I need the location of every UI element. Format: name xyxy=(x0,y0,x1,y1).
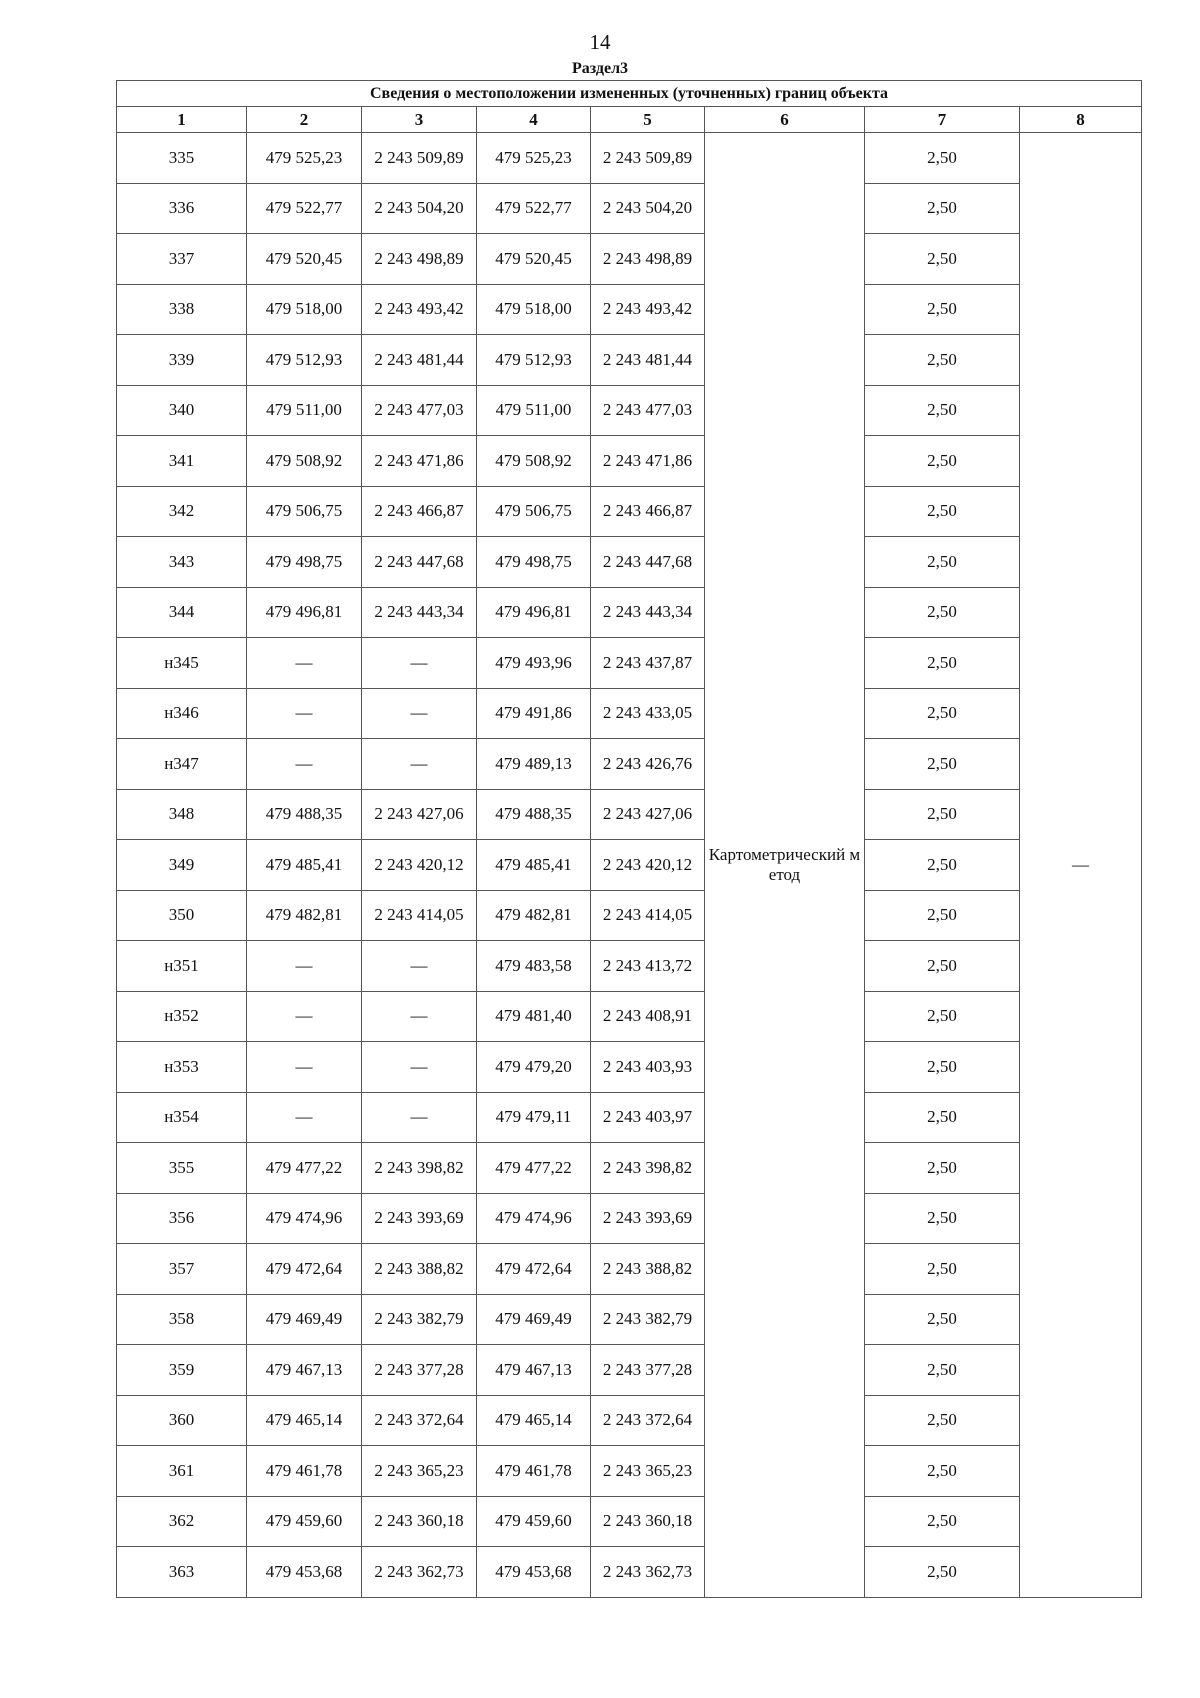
x-existing: — xyxy=(247,941,362,992)
point-id: 340 xyxy=(117,385,247,436)
x-new: 479 508,92 xyxy=(477,436,591,487)
x-new: 479 479,11 xyxy=(477,1092,591,1143)
y-existing: — xyxy=(362,1042,477,1093)
x-existing: 479 474,96 xyxy=(247,1193,362,1244)
point-id: н347 xyxy=(117,739,247,790)
table-row xyxy=(117,890,1142,941)
y-new: 2 243 372,64 xyxy=(591,1395,705,1446)
accuracy: 2,50 xyxy=(865,789,1020,840)
y-new: 2 243 377,28 xyxy=(591,1345,705,1396)
table-row xyxy=(117,335,1142,386)
accuracy: 2,50 xyxy=(865,688,1020,739)
y-existing: — xyxy=(362,688,477,739)
accuracy: 2,50 xyxy=(865,284,1020,335)
accuracy: 2,50 xyxy=(865,1143,1020,1194)
y-existing: 2 243 382,79 xyxy=(362,1294,477,1345)
point-id: н351 xyxy=(117,941,247,992)
point-id: 344 xyxy=(117,587,247,638)
x-new: 479 472,64 xyxy=(477,1244,591,1295)
y-existing: 2 243 372,64 xyxy=(362,1395,477,1446)
table-row xyxy=(117,1547,1142,1598)
y-existing: 2 243 477,03 xyxy=(362,385,477,436)
y-new: 2 243 437,87 xyxy=(591,638,705,689)
x-existing: 479 512,93 xyxy=(247,335,362,386)
point-id: 335 xyxy=(117,133,247,184)
x-existing: 479 522,77 xyxy=(247,183,362,234)
x-existing: 479 469,49 xyxy=(247,1294,362,1345)
table-row xyxy=(117,385,1142,436)
x-new: 479 459,60 xyxy=(477,1496,591,1547)
point-id: н352 xyxy=(117,991,247,1042)
y-new: 2 243 447,68 xyxy=(591,537,705,588)
x-existing: 479 472,64 xyxy=(247,1244,362,1295)
x-new: 479 496,81 xyxy=(477,587,591,638)
x-existing: 479 506,75 xyxy=(247,486,362,537)
column-header-1: 1 xyxy=(117,107,247,133)
y-new: 2 243 466,87 xyxy=(591,486,705,537)
table-row xyxy=(117,941,1142,992)
column-header-3: 3 xyxy=(362,107,477,133)
point-id: н353 xyxy=(117,1042,247,1093)
y-existing: 2 243 427,06 xyxy=(362,789,477,840)
table-row xyxy=(117,486,1142,537)
x-new: 479 518,00 xyxy=(477,284,591,335)
x-new: 479 453,68 xyxy=(477,1547,591,1598)
x-new: 479 488,35 xyxy=(477,789,591,840)
table-row xyxy=(117,284,1142,335)
y-existing: — xyxy=(362,1092,477,1143)
accuracy: 2,50 xyxy=(865,941,1020,992)
x-existing: 479 453,68 xyxy=(247,1547,362,1598)
x-new: 479 483,58 xyxy=(477,941,591,992)
y-new: 2 243 360,18 xyxy=(591,1496,705,1547)
accuracy: 2,50 xyxy=(865,1042,1020,1093)
x-existing: 479 518,00 xyxy=(247,284,362,335)
table-row xyxy=(117,587,1142,638)
x-new: 479 511,00 xyxy=(477,385,591,436)
x-new: 479 479,20 xyxy=(477,1042,591,1093)
y-new: 2 243 365,23 xyxy=(591,1446,705,1497)
table-row xyxy=(117,1294,1142,1345)
y-new: 2 243 388,82 xyxy=(591,1244,705,1295)
x-existing: 479 459,60 xyxy=(247,1496,362,1547)
table-row xyxy=(117,1395,1142,1446)
table-row xyxy=(117,183,1142,234)
x-new: 479 489,13 xyxy=(477,739,591,790)
x-new: 479 481,40 xyxy=(477,991,591,1042)
point-id: 360 xyxy=(117,1395,247,1446)
accuracy: 2,50 xyxy=(865,1446,1020,1497)
accuracy: 2,50 xyxy=(865,436,1020,487)
table-row xyxy=(117,537,1142,588)
table-row xyxy=(117,1143,1142,1194)
accuracy: 2,50 xyxy=(865,587,1020,638)
point-id: 357 xyxy=(117,1244,247,1295)
point-id: 359 xyxy=(117,1345,247,1396)
x-existing: 479 496,81 xyxy=(247,587,362,638)
y-new: 2 243 420,12 xyxy=(591,840,705,891)
y-existing: 2 243 466,87 xyxy=(362,486,477,537)
y-new: 2 243 362,73 xyxy=(591,1547,705,1598)
y-existing: 2 243 509,89 xyxy=(362,133,477,184)
column-header-8: 8 xyxy=(1020,107,1142,133)
y-existing: 2 243 481,44 xyxy=(362,335,477,386)
y-new: 2 243 426,76 xyxy=(591,739,705,790)
y-new: 2 243 498,89 xyxy=(591,234,705,285)
accuracy: 2,50 xyxy=(865,739,1020,790)
x-existing: — xyxy=(247,991,362,1042)
accuracy: 2,50 xyxy=(865,1547,1020,1598)
y-existing: 2 243 388,82 xyxy=(362,1244,477,1295)
column-header-2: 2 xyxy=(247,107,362,133)
y-existing: 2 243 504,20 xyxy=(362,183,477,234)
x-new: 479 461,78 xyxy=(477,1446,591,1497)
point-id: 356 xyxy=(117,1193,247,1244)
accuracy: 2,50 xyxy=(865,133,1020,184)
point-id: 348 xyxy=(117,789,247,840)
x-existing: — xyxy=(247,1042,362,1093)
accuracy: 2,50 xyxy=(865,991,1020,1042)
x-existing: — xyxy=(247,688,362,739)
point-id: 355 xyxy=(117,1143,247,1194)
point-id: 349 xyxy=(117,840,247,891)
y-existing: 2 243 471,86 xyxy=(362,436,477,487)
y-new: 2 243 433,05 xyxy=(591,688,705,739)
x-new: 479 512,93 xyxy=(477,335,591,386)
accuracy: 2,50 xyxy=(865,234,1020,285)
table-row xyxy=(117,1092,1142,1143)
x-new: 479 520,45 xyxy=(477,234,591,285)
y-new: 2 243 408,91 xyxy=(591,991,705,1042)
y-new: 2 243 414,05 xyxy=(591,890,705,941)
y-new: 2 243 403,97 xyxy=(591,1092,705,1143)
point-id: 362 xyxy=(117,1496,247,1547)
table-row xyxy=(117,1042,1142,1093)
x-existing: 479 488,35 xyxy=(247,789,362,840)
y-new: 2 243 443,34 xyxy=(591,587,705,638)
x-existing: 479 482,81 xyxy=(247,890,362,941)
accuracy: 2,50 xyxy=(865,1496,1020,1547)
x-existing: 479 498,75 xyxy=(247,537,362,588)
point-id: н354 xyxy=(117,1092,247,1143)
accuracy: 2,50 xyxy=(865,1345,1020,1396)
point-id: н345 xyxy=(117,638,247,689)
column-header-7: 7 xyxy=(865,107,1020,133)
x-new: 479 506,75 xyxy=(477,486,591,537)
x-new: 479 482,81 xyxy=(477,890,591,941)
y-new: 2 243 477,03 xyxy=(591,385,705,436)
x-new: 479 522,77 xyxy=(477,183,591,234)
col8-cell: — xyxy=(1020,133,1142,1598)
column-header-4: 4 xyxy=(477,107,591,133)
table-row xyxy=(117,234,1142,285)
y-new: 2 243 471,86 xyxy=(591,436,705,487)
table-row xyxy=(117,1496,1142,1547)
x-new: 479 474,96 xyxy=(477,1193,591,1244)
column-header-5: 5 xyxy=(591,107,705,133)
table-row xyxy=(117,789,1142,840)
point-id: 336 xyxy=(117,183,247,234)
x-new: 479 491,86 xyxy=(477,688,591,739)
y-existing: 2 243 393,69 xyxy=(362,1193,477,1244)
point-id: 341 xyxy=(117,436,247,487)
point-id: 363 xyxy=(117,1547,247,1598)
accuracy: 2,50 xyxy=(865,890,1020,941)
point-id: 339 xyxy=(117,335,247,386)
y-existing: 2 243 360,18 xyxy=(362,1496,477,1547)
x-existing: 479 485,41 xyxy=(247,840,362,891)
y-existing: 2 243 493,42 xyxy=(362,284,477,335)
point-id: 343 xyxy=(117,537,247,588)
point-id: 361 xyxy=(117,1446,247,1497)
y-existing: — xyxy=(362,638,477,689)
x-new: 479 467,13 xyxy=(477,1345,591,1396)
y-existing: — xyxy=(362,941,477,992)
accuracy: 2,50 xyxy=(865,1092,1020,1143)
x-existing: 479 465,14 xyxy=(247,1395,362,1446)
accuracy: 2,50 xyxy=(865,385,1020,436)
x-existing: 479 520,45 xyxy=(247,234,362,285)
table-row xyxy=(117,739,1142,790)
table-row xyxy=(117,688,1142,739)
accuracy: 2,50 xyxy=(865,183,1020,234)
x-existing: — xyxy=(247,638,362,689)
y-existing: 2 243 420,12 xyxy=(362,840,477,891)
x-new: 479 469,49 xyxy=(477,1294,591,1345)
y-new: 2 243 393,69 xyxy=(591,1193,705,1244)
accuracy: 2,50 xyxy=(865,638,1020,689)
column-number-row xyxy=(117,107,1142,133)
boundary-table xyxy=(116,80,1142,1598)
x-new: 479 465,14 xyxy=(477,1395,591,1446)
point-id: 342 xyxy=(117,486,247,537)
y-new: 2 243 398,82 xyxy=(591,1143,705,1194)
y-existing: 2 243 365,23 xyxy=(362,1446,477,1497)
accuracy: 2,50 xyxy=(865,537,1020,588)
x-new: 479 498,75 xyxy=(477,537,591,588)
y-existing: 2 243 377,28 xyxy=(362,1345,477,1396)
table-row xyxy=(117,436,1142,487)
table-row xyxy=(117,840,1142,891)
y-new: 2 243 509,89 xyxy=(591,133,705,184)
point-id: 337 xyxy=(117,234,247,285)
accuracy: 2,50 xyxy=(865,1395,1020,1446)
x-existing: 479 467,13 xyxy=(247,1345,362,1396)
x-existing: 479 511,00 xyxy=(247,385,362,436)
method-cell: Картометрический метод xyxy=(705,133,865,1598)
y-existing: 2 243 414,05 xyxy=(362,890,477,941)
accuracy: 2,50 xyxy=(865,486,1020,537)
accuracy: 2,50 xyxy=(865,1193,1020,1244)
y-existing: 2 243 447,68 xyxy=(362,537,477,588)
x-existing: 479 525,23 xyxy=(247,133,362,184)
table-row xyxy=(117,1446,1142,1497)
page-number: 14 xyxy=(589,30,611,54)
x-new: 479 493,96 xyxy=(477,638,591,689)
accuracy: 2,50 xyxy=(865,840,1020,891)
x-new: 479 477,22 xyxy=(477,1143,591,1194)
x-existing: 479 461,78 xyxy=(247,1446,362,1497)
x-existing: 479 508,92 xyxy=(247,436,362,487)
column-header-6: 6 xyxy=(705,107,865,133)
y-new: 2 243 493,42 xyxy=(591,284,705,335)
x-new: 479 485,41 xyxy=(477,840,591,891)
table-title: Сведения о местоположении измененных (уточненных) границ объекта xyxy=(117,81,1142,107)
table-row xyxy=(117,991,1142,1042)
y-new: 2 243 382,79 xyxy=(591,1294,705,1345)
section-label: Раздел3 xyxy=(571,60,629,77)
y-existing: 2 243 498,89 xyxy=(362,234,477,285)
y-new: 2 243 481,44 xyxy=(591,335,705,386)
table-row xyxy=(117,638,1142,689)
table-row xyxy=(117,1244,1142,1295)
y-existing: 2 243 398,82 xyxy=(362,1143,477,1194)
point-id: н346 xyxy=(117,688,247,739)
y-existing: 2 243 362,73 xyxy=(362,1547,477,1598)
table-row xyxy=(117,133,1142,184)
point-id: 338 xyxy=(117,284,247,335)
table-row xyxy=(117,1193,1142,1244)
accuracy: 2,50 xyxy=(865,1244,1020,1295)
point-id: 358 xyxy=(117,1294,247,1345)
y-new: 2 243 427,06 xyxy=(591,789,705,840)
y-new: 2 243 403,93 xyxy=(591,1042,705,1093)
y-existing: 2 243 443,34 xyxy=(362,587,477,638)
accuracy: 2,50 xyxy=(865,1294,1020,1345)
y-new: 2 243 504,20 xyxy=(591,183,705,234)
x-existing: 479 477,22 xyxy=(247,1143,362,1194)
x-existing: — xyxy=(247,739,362,790)
point-id: 350 xyxy=(117,890,247,941)
y-new: 2 243 413,72 xyxy=(591,941,705,992)
table-row xyxy=(117,1345,1142,1396)
x-existing: — xyxy=(247,1092,362,1143)
y-existing: — xyxy=(362,739,477,790)
x-new: 479 525,23 xyxy=(477,133,591,184)
y-existing: — xyxy=(362,991,477,1042)
accuracy: 2,50 xyxy=(865,335,1020,386)
